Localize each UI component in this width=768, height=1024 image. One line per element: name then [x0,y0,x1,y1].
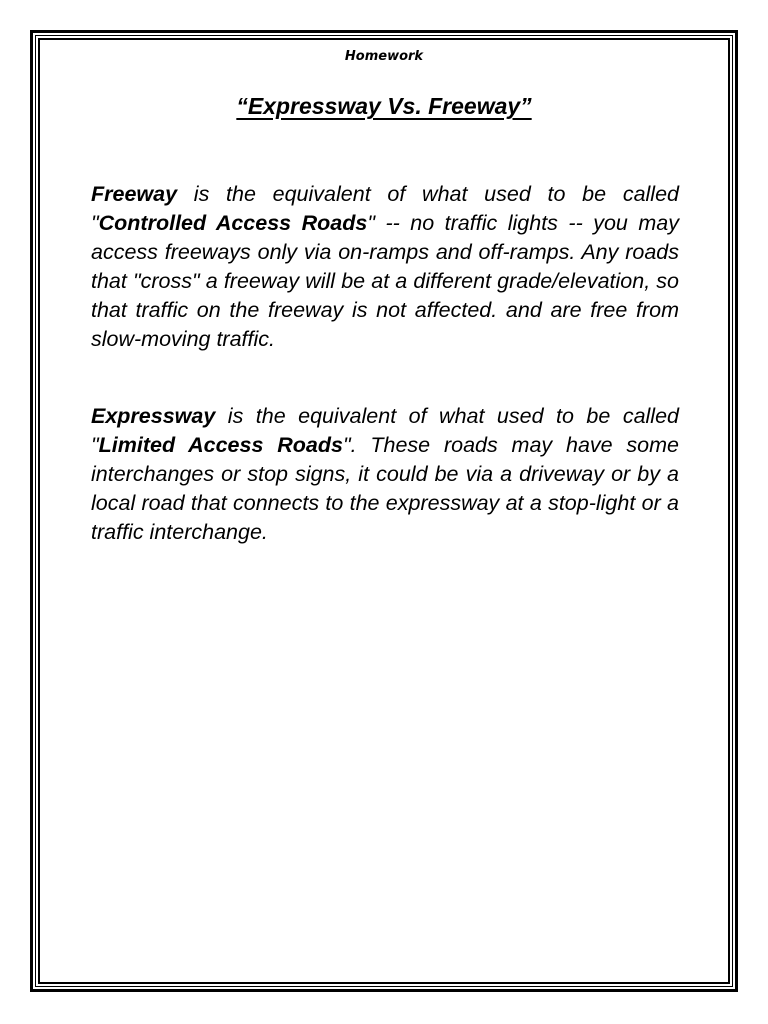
page-title: “Expressway Vs. Freeway” [236,93,532,119]
controlled-access-roads: Controlled Access Roads [98,211,368,235]
expressway-paragraph [91,402,679,547]
freeway-paragraph [91,180,679,354]
expressway-term: Expressway [91,404,216,428]
expressway-text-1: is the equivalent of what used to be called " [91,404,679,457]
freeway-text-2: " -- no traffic lights -- you may access freeways only via on-ramps and off-ramps. Any roads that "cross" a freeway will be at a different grade/elevation, so that traffic on the freeway is not affected. and are free from slow-moving traffic. [91,211,679,351]
homework-label: Homework [344,49,424,64]
freeway-text-1: is the equivalent of what used to be called " [91,182,679,235]
expressway-text-2: ". These roads may have some interchanges or stop signs, it could be via a driveway or by a local road that connects to the expressway at a stop-light or a traffic interchange. [91,433,679,544]
freeway-term: Freeway [91,182,178,206]
limited-access-roads: Limited Access Roads [98,433,343,457]
